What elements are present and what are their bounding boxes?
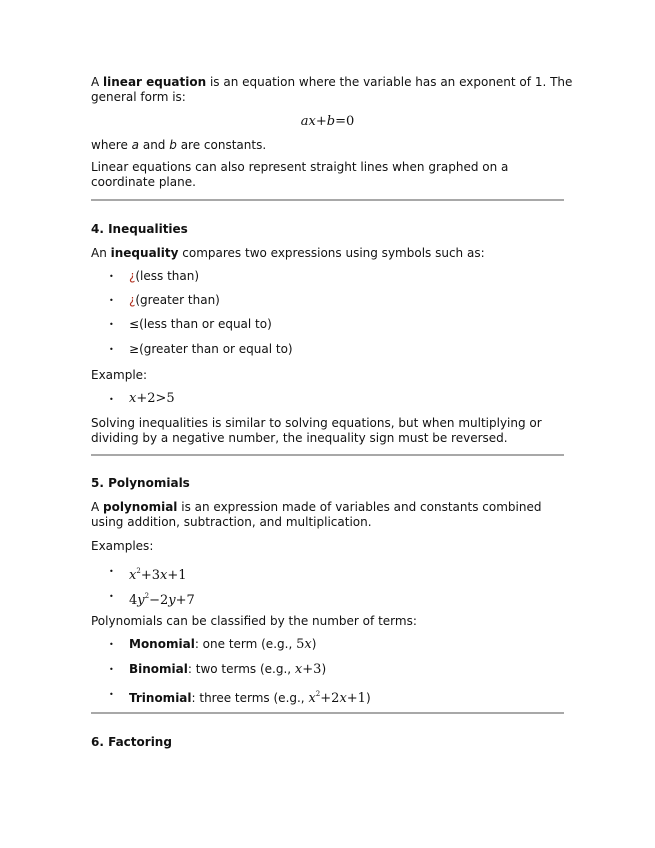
linear-equation-term: linear equation bbox=[103, 75, 207, 89]
section-divider bbox=[91, 199, 564, 201]
linear-equation-definition: A linear equation is an equation where the variable has an exponent of 1. The bbox=[91, 75, 573, 89]
reverse-sign-note: Solving inequalities is similar to solving equations, but when multiplying or bbox=[91, 416, 542, 430]
list-item: ≤(less than or equal to) bbox=[129, 317, 272, 331]
straight-lines-note: Linear equations can also represent straight lines when graphed on a bbox=[91, 160, 509, 174]
inequality-example: x+2>5 bbox=[129, 391, 175, 406]
section-heading-inequalities: 4. Inequalities bbox=[91, 222, 188, 236]
section-heading-factoring: 6. Factoring bbox=[91, 735, 172, 749]
section-divider bbox=[91, 454, 564, 456]
list-item-binomial: Binomial: two terms (e.g., x+3) bbox=[129, 662, 327, 677]
classification-note: Polynomials can be classified by the number of terms: bbox=[91, 614, 417, 628]
bullet-icon: • bbox=[109, 665, 114, 674]
bullet-icon: • bbox=[109, 296, 114, 305]
list-item-trinomial: Trinomial: three terms (e.g., $x^2+2x+1$) bbox=[129, 690, 371, 706]
bullet-icon: • bbox=[109, 272, 114, 281]
example-label: Example: bbox=[91, 368, 148, 382]
list-item-monomial: Monomial: one term (e.g., 5x) bbox=[129, 637, 317, 652]
bullet-icon: • bbox=[109, 640, 114, 649]
bullet-icon: • bbox=[109, 320, 114, 329]
list-item: ≥(greater than or equal to) bbox=[129, 342, 293, 356]
constants-note: where a and b are constants. bbox=[91, 138, 267, 152]
polynomial-example-1: $x^2+3x+1$ bbox=[129, 567, 187, 583]
polynomial-definition: A polynomial is an expression made of variables and constants combined bbox=[91, 500, 542, 514]
linear-equation-definition-line2: general form is: bbox=[91, 90, 186, 104]
polynomial-example-2: $4y^2-2y+7$ bbox=[129, 592, 195, 608]
polynomial-definition-line2: using addition, subtraction, and multiplication. bbox=[91, 515, 372, 529]
section-divider bbox=[91, 712, 564, 714]
bullet-icon: • bbox=[109, 395, 114, 404]
bullet-icon: • bbox=[109, 567, 114, 576]
section-heading-polynomials: 5. Polynomials bbox=[91, 476, 190, 490]
bullet-icon: • bbox=[109, 345, 114, 354]
general-form-formula: ax+b=0 bbox=[300, 114, 355, 129]
examples-label: Examples: bbox=[91, 539, 154, 553]
bullet-icon: • bbox=[109, 592, 114, 601]
inequality-definition: An inequality compares two expressions using symbols such as: bbox=[91, 246, 485, 260]
bullet-icon: • bbox=[109, 690, 114, 699]
list-item: ¿(less than) bbox=[129, 269, 200, 283]
reverse-sign-note-line2: dividing by a negative number, the inequality sign must be reversed. bbox=[91, 431, 508, 445]
list-item: ¿(greater than) bbox=[129, 293, 220, 307]
straight-lines-note-line2: coordinate plane. bbox=[91, 175, 196, 189]
